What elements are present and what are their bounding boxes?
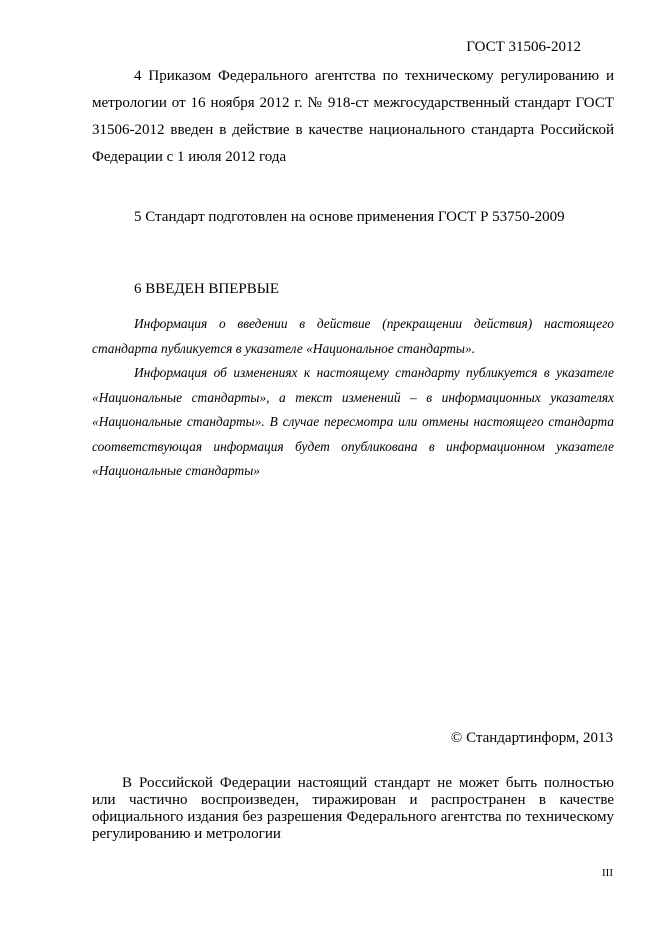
info-introduction-text: Информация о введении в действие (прекращении действия) настоящего стандарта публикуется в указателе «Национальное стандарты». <box>92 316 614 356</box>
info-changes-text: Информация об изменениях к настоящему стандарту публикуется в указателе «Национальные стандарты», а текст изменений – в информационных указателях «Национальные стандарты». В случае пересмотра или отмены настоящего стандарта соответствующая информация будет опубликована в информационном указателе «Национальные стандарты» <box>92 365 614 478</box>
reproduction-notice-text: В Российской Федерации настоящий стандарт не может быть полностью или частично воспроизведен, тиражирован и распространен в качестве официального издания без разрешения Федерального агентства по техническому регулированию и метрологии <box>92 775 614 842</box>
section-5-text: 5 Стандарт подготовлен на основе применения ГОСТ Р 53750-2009 <box>134 209 565 225</box>
reproduction-notice <box>92 775 614 843</box>
copyright-line: © Стандартинформ, 2013 <box>450 730 613 746</box>
standard-code-header: ГОСТ 31506-2012 <box>466 39 581 55</box>
publication-info <box>92 312 614 484</box>
section-6-paragraph <box>92 276 614 303</box>
section-6-text: 6 ВВЕДЕН ВПЕРВЫЕ <box>134 281 279 297</box>
page-number: III <box>602 867 613 879</box>
section-4-text: 4 Приказом Федерального агентства по техническому регулированию и метрологии от 16 ноября 2012 г. № 918-ст межгосударственный стандарт ГОСТ 31506-2012 введен в действие в качестве национального стандарта Российской Федерации с 1 июля 2012 года <box>92 68 614 165</box>
section-5-paragraph <box>92 204 614 231</box>
section-4-paragraph <box>92 63 614 171</box>
